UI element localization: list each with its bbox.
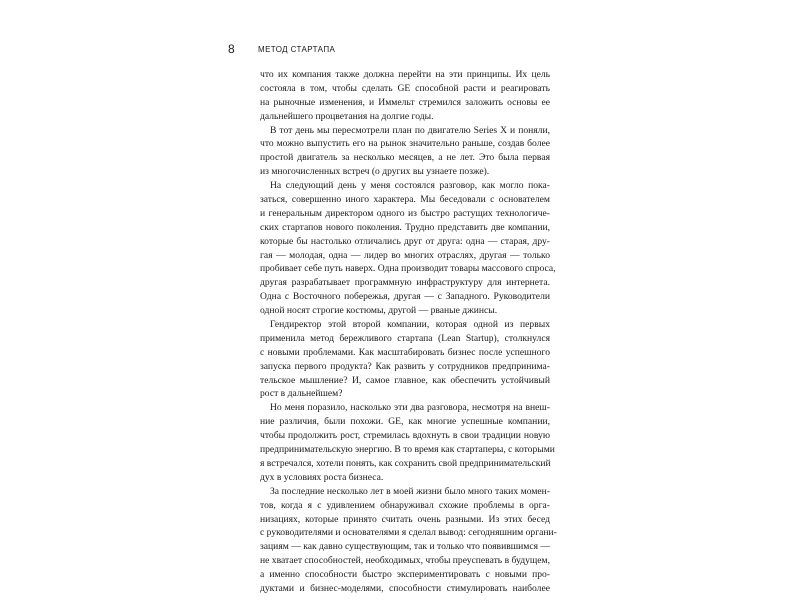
paragraph (260, 179, 556, 318)
text-line: ских стартапов нового поколения. Трудно представить две компании, (260, 221, 550, 233)
text-line: пробивает себе путь наверх. Одна производит товары массового спроса, (260, 263, 556, 275)
text-line: чтобы продолжить рост, стремилась вдохнуть в свои традиции новую (260, 430, 550, 442)
running-title: МЕТОД СТАРТАПА (258, 44, 336, 54)
text-line: дальнейшего процветания на долгие годы. (260, 110, 434, 122)
text-line: что можно выпустить его на рынок значительно раньше, создав более (260, 138, 550, 150)
paragraph (260, 401, 555, 484)
text-line: простой двигатель за несколько месяцев, а не лет. Это была первая (260, 152, 550, 164)
text-line: Гендиректор этой второй компании, которая одной из первых (270, 319, 550, 331)
text-line: ние различия, были похожи. GE, как многие успешные компании, (260, 416, 550, 428)
text-line: На следующий день у меня состоялся разговор, как могло пока- (270, 180, 550, 192)
text-line: Но меня поразило, насколько эти два разговора, несмотря на внеш- (270, 402, 550, 414)
text-line: тельское мышление? И, самое главное, как обеспечить устойчивый (260, 374, 550, 386)
text-line: не хватает способностей, необходимых, чтобы преуспевать в будущем, (260, 555, 550, 567)
text-line: В тот день мы пересмотрели план по двигателю Series X и поняли, (270, 124, 550, 136)
text-line: и генеральным директором одного из быстро растущих технологиче- (260, 207, 550, 219)
text-line: на рыночные изменения, и Иммельт стремился заложить основы ее (260, 96, 550, 108)
page-number: 8 (228, 42, 235, 56)
paragraph (260, 68, 550, 124)
text-line: запуска первого продукта? Как развить у сотрудников предпринима- (260, 360, 550, 372)
text-line: тов, когда я с удивлением обнаруживал схожие проблемы в орга- (260, 499, 550, 511)
text-line: одной носят строгие костюмы, другой — рваные джинсы. (260, 305, 498, 317)
text-line: низациях, которые принято считать очень разными. Из этих бесед (260, 513, 550, 525)
text-line: дуктами и бизнес-моделями, способности стимулировать наиболее (260, 582, 550, 594)
text-line: зациям — как давно существующим, так и только что появившимся — (260, 541, 550, 553)
text-line: из многочисленных встреч (о других вы узнаете позже). (260, 166, 490, 178)
text-line: состояла в том, чтобы сделать GE способной расти и реагировать (260, 82, 550, 94)
body-text (260, 68, 557, 596)
text-line: За последние несколько лет в моей жизни было много таких момен- (270, 485, 550, 497)
text-line: что их компания также должна перейти на эти принципы. Их цель (260, 69, 550, 80)
page-header (228, 41, 335, 57)
paragraph (260, 485, 557, 596)
text-line: рост в дальнейшем? (260, 388, 343, 400)
paragraph (260, 124, 550, 180)
text-line: гая — молодая, одна — лидер во многих отраслях, другая — только (260, 249, 550, 261)
text-line: с новыми проблемами. Как масштабировать бизнес после успешного (260, 346, 550, 358)
text-line: Одна с Восточного побережья, другая — с Западного. Руководители (260, 291, 550, 303)
text-line: дух в условиях роста бизнеса. (260, 471, 384, 483)
text-line: заться, совершенно иного характера. Мы беседовали с основателем (260, 194, 550, 206)
text-line: я встречался, хотели понять, как сохранить свой предпринимательский (260, 457, 551, 469)
text-line: а именно способности быстро экспериментировать с новыми про- (260, 569, 550, 581)
text-line: которые бы настолько отличались друг от друга: одна — старая, дру- (260, 235, 550, 247)
text-line: с руководителями и основателями я сделал вывод: сегодняшним органи- (260, 527, 557, 539)
text-line: предпринимательскую энергию. В то время как стартаперы, с которыми (260, 444, 555, 456)
text-line: применила метод бережливого стартапа (Lean Startup), столкнулся (260, 332, 550, 344)
text-line: другая разрабатывает программную инфраструктуру для интернета. (260, 277, 550, 289)
paragraph (260, 318, 550, 401)
